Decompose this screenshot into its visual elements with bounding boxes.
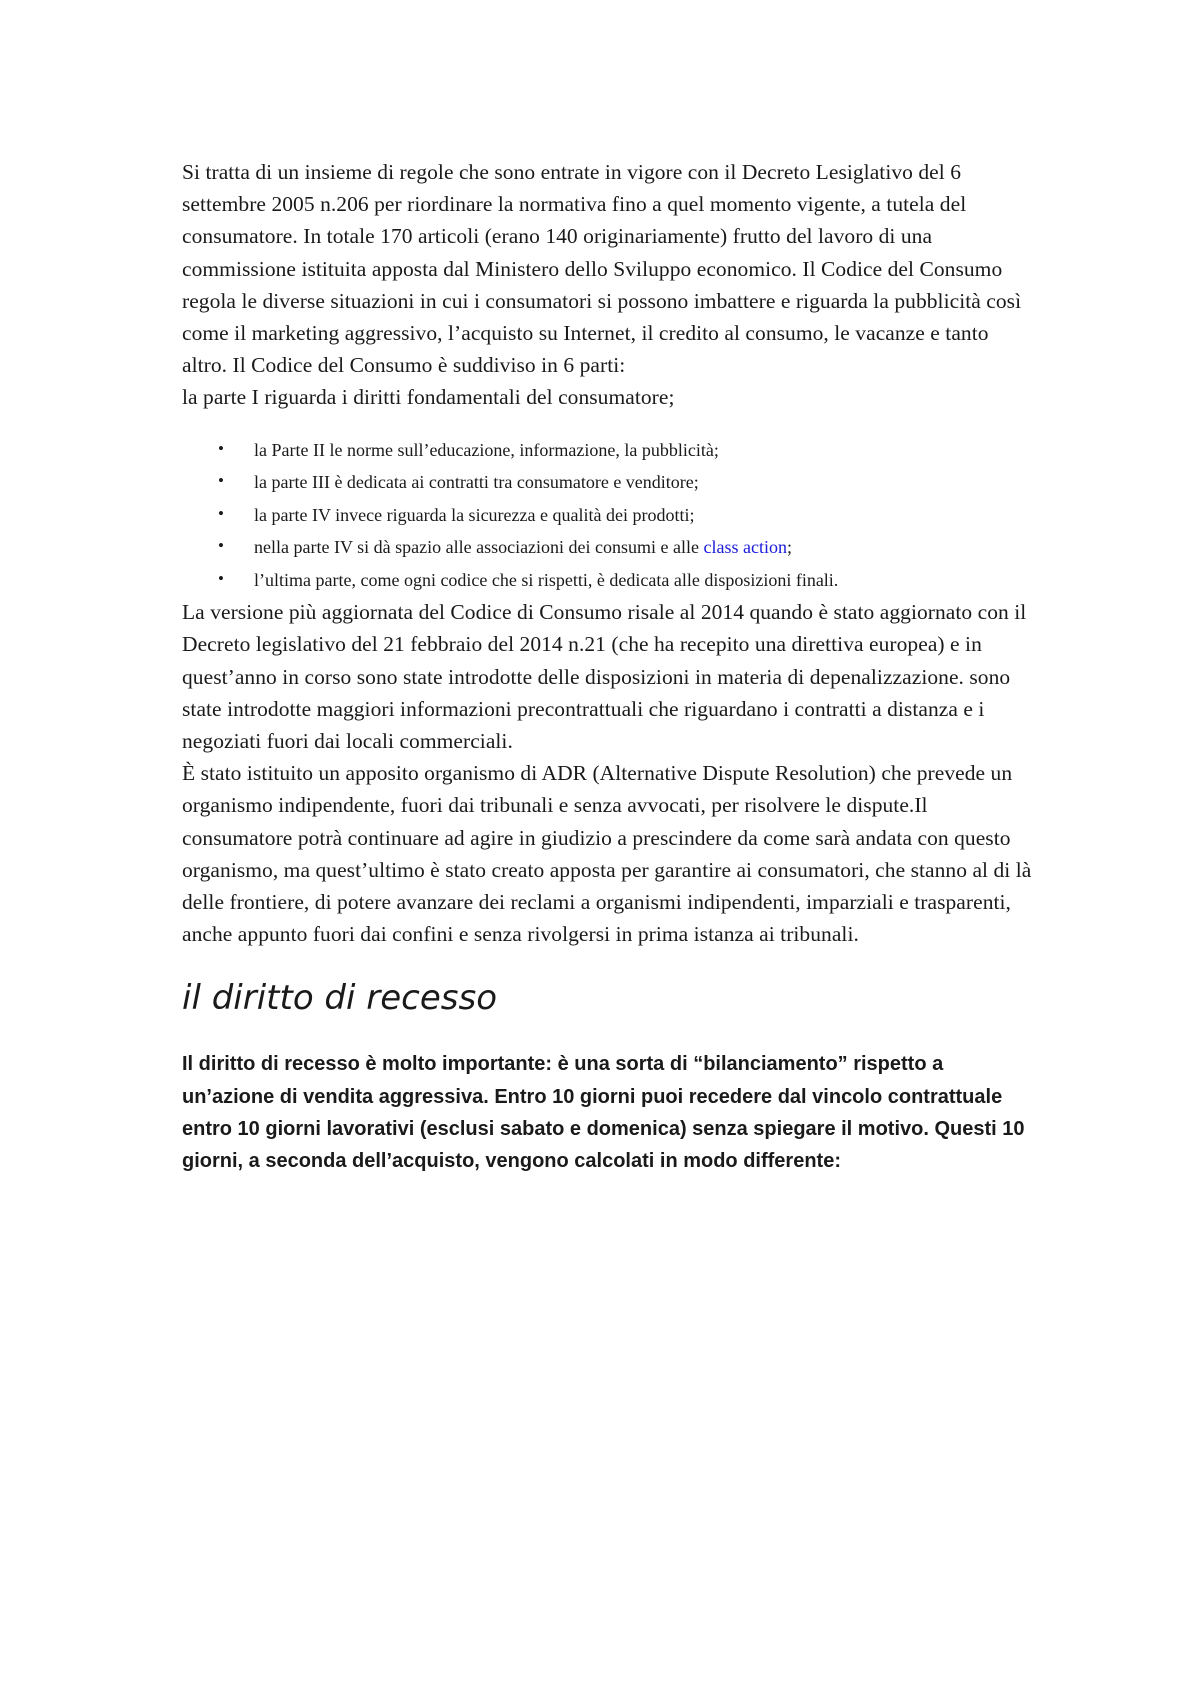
list-item-text: la Parte II le norme sull’educazione, informazione, la pubblicità; — [254, 439, 719, 460]
document-content — [182, 156, 1032, 1178]
list-item-text: la parte IV invece riguarda la sicurezza e qualità dei prodotti; — [254, 504, 695, 525]
bullet-icon: • — [218, 568, 224, 588]
parte-i-paragraph: la parte I riguarda i diritti fondamentali del consumatore; — [182, 385, 675, 410]
bullet-icon: • — [218, 471, 224, 491]
list-item-text-end: ; — [787, 537, 793, 558]
bullet-icon: • — [218, 438, 224, 458]
adr-paragraph: È stato istituito un apposito organismo di ADR (Alternative Dispute Resolution) che prevede un organismo indipendente, fuori dai tribunali e senza avvocati, per risolvere le dispute.Il consumatore potrà continuare ad agire in giudizio a prescindere da come sarà andata con questo organismo, ma quest’ultimo è stato creato apposta per garantire ai consumatori, che stanno al di là delle frontiere, di potere avanzare dei reclami a organismi indipendenti, imparziali e trasparenti, anche appunto fuori dai confini e senza rivolgersi in prima istanza ai tribunali. — [182, 761, 1032, 947]
list-item — [182, 499, 1032, 532]
list-item — [182, 466, 1032, 499]
list-item — [182, 564, 1032, 597]
section-heading: il diritto di recesso — [182, 978, 497, 1019]
versione-paragraph: La versione più aggiornata del Codice di Consumo risale al 2014 quando è stato aggiornato con il Decreto legislativo del 21 febbraio del 2014 n.21 (che ha recepito una direttiva europea) e in quest’anno in corso sono state introdotte delle disposizioni in materia di depenalizzazione. sono state introdotte maggiori informazioni precontrattuali che riguardano i contratti a distanza e i negoziati fuori dai locali commerciali. — [182, 600, 1027, 753]
list-item-text: nella parte IV si dà spazio alle associazioni dei consumi e alle — [254, 537, 704, 558]
list-item-text: l’ultima parte, come ogni codice che si rispetti, è dedicata alle disposizioni finali. — [254, 569, 839, 590]
list-item — [182, 434, 1032, 467]
list-item — [182, 531, 1032, 564]
intro-paragraph: Si tratta di un insieme di regole che sono entrate in vigore con il Decreto Lesiglativo del 6 settembre 2005 n.206 per riordinare la normativa fino a quel momento vigente, a tutela del consumatore. In totale 170 articoli (erano 140 originariamente) frutto del lavoro di una commissione istituita apposta dal Ministero dello Sviluppo economico. Il Codice del Consumo regola le diverse situazioni in cui i consumatori si possono imbattere e riguarda la pubblicità così come il marketing aggressivo, l’acquisto su Internet, il credito al consumo, le vacanze e tanto altro. Il Codice del Consumo è suddiviso in 6 parti: — [182, 160, 1022, 378]
list-item-text: la parte III è dedicata ai contratti tra consumatore e venditore; — [254, 472, 699, 493]
recesso-paragraph: Il diritto di recesso è molto importante: è una sorta di “bilanciamento” rispetto a un’azione di vendita aggressiva. Entro 10 giorni puoi recedere dal vincolo contrattuale entro 10 giorni lavorativi (esclusi sabato e domenica) senza spiegare il motivo. Questi 10 giorni, a seconda dell’acquisto, vengono calcolati in modo differente: — [182, 1053, 1025, 1173]
class-action-link[interactable]: class action — [703, 537, 787, 558]
parts-list — [182, 434, 1032, 597]
bullet-icon: • — [218, 503, 224, 523]
bullet-icon: • — [218, 536, 224, 556]
